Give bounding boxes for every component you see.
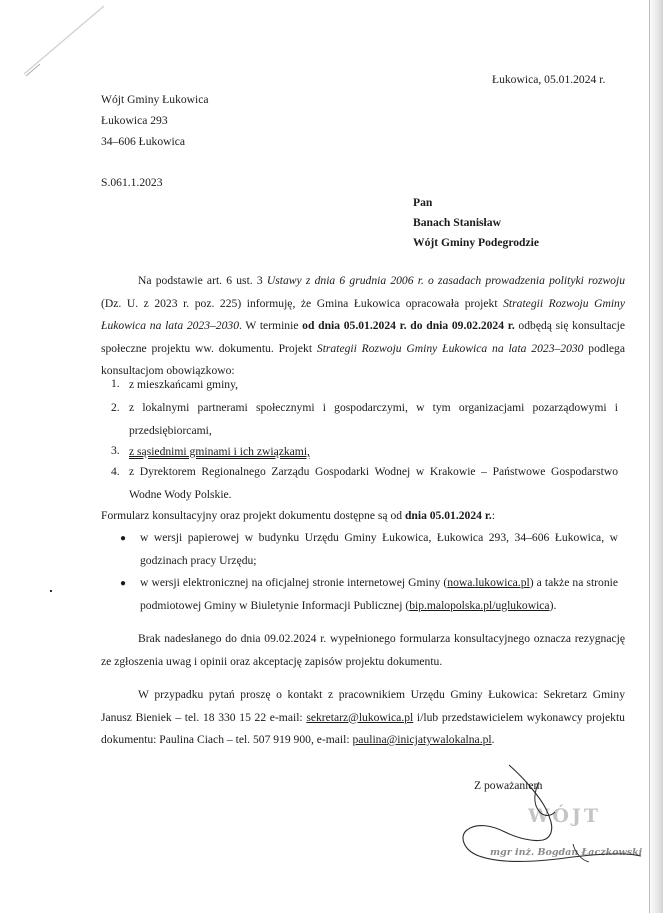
recipient-title: Wójt Gminy Podegrodzie bbox=[413, 236, 540, 249]
list-item-number: 3. bbox=[111, 444, 120, 457]
page-edge-shadow bbox=[649, 0, 663, 913]
sender-name: Wójt Gminy Łukowica bbox=[101, 93, 209, 106]
bullet-dot: ● bbox=[120, 578, 127, 589]
list-item-number: 1. bbox=[111, 377, 120, 390]
link-bip[interactable]: bip.malopolska.pl/uglukowica bbox=[409, 598, 550, 612]
corner-fold-mark bbox=[0, 0, 120, 80]
bullet-paper-version: w wersji papierowej w budynku Urzędu Gminy Łukowica, Łukowica 293, 34–606 Łukowica, w godzinach pracy Urzędu; bbox=[140, 531, 618, 567]
link-nowa-lukowica[interactable]: nowa.lukowica.pl bbox=[447, 576, 530, 589]
place-date: Łukowica, 05.01.2024 r. bbox=[492, 73, 606, 86]
bullet-electronic-version: w wersji elektronicznej na oficjalnej stronie internetowej Gminy (nowa.lukowica.pl) a także na stronie podmiotowej Gminy w Biuletynie Informacji Publicznej (bip.malopolska.pl/uglukowica). bbox=[140, 576, 618, 612]
list-item: z lokalnymi partnerami społecznymi i gospodarczymi, w tym organizacjami pozarządowymi i przedsiębiorcami, bbox=[129, 401, 618, 437]
list-item-number: 2. bbox=[111, 401, 120, 414]
list-item-number: 4. bbox=[111, 465, 120, 478]
handwritten-signature bbox=[455, 760, 655, 880]
page-edge-line bbox=[649, 0, 650, 913]
sender-postcode: 34–606 Łukowica bbox=[101, 135, 186, 148]
closing-phrase: Z poważaniem bbox=[474, 779, 543, 792]
list-item: z Dyrektorem Regionalnego Zarządu Gospodarki Wodnej w Krakowie – Państwowe Gospodarstwo Wodne Wody Polskie. bbox=[129, 465, 618, 501]
email-sekretarz[interactable]: sekretarz@lukowica.pl bbox=[306, 710, 414, 724]
email-paulina[interactable]: paulina@inicjatywalokalna.pl bbox=[352, 733, 492, 746]
intro-paragraph: Na podstawie art. 6 ust. 3 Ustawy z dnia 6 grudnia 2006 r. o zasadach prowadzenia polityki rozwoju (Dz. U. z 2023 r. poz. 225) informuję, że Gmina Łukowica opracowała projekt Strategii Rozwoju Gminy Łukowica na lata 2023–2030. W terminie od dnia 05.01.2024 r. do dnia 09.02.2024 r. odbędą się konsultacje społeczne projektu ww. dokumentu. Projekt Strategii Rozwoju Gminy Łukowica na lata 2023–2030 podlega konsultacjom obowiązkowo: bbox=[101, 274, 626, 377]
reference-number: S.061.1.2023 bbox=[101, 176, 163, 189]
list-item: z sąsiednimi gminami i ich związkami, bbox=[129, 445, 310, 458]
deadline-paragraph: Brak nadesłanego do dnia 09.02.2024 r. wypełnionego formularza konsultacyjnego oznacza rezygnację ze zgłoszenia uwag i opinii oraz akceptację zapisów projektu dokumentu. bbox=[101, 632, 625, 668]
stamp-name: mgr inż. Bogdan Łaczkowski bbox=[490, 847, 643, 858]
contact-paragraph: W przypadku pytań proszę o kontakt z pracownikiem Urzędu Gminy Łukowica: Sekretarz Gminy Janusz Bieniek – tel. 18 330 15 22 e-mail: sekretarz@lukowica.pl i/lub przedstawicielem wykonawcy projektu dokumentu: Paulina Ciach – tel. 507 919 900, e-mail: paulina@inicjatywalokalna.pl. bbox=[101, 688, 625, 746]
scan-speck bbox=[50, 590, 52, 592]
recipient-name: Banach Stanisław bbox=[413, 216, 501, 229]
stamp-title: WÓJT bbox=[528, 805, 602, 827]
bullet-dot: ● bbox=[120, 533, 127, 544]
recipient-salutation: Pan bbox=[413, 196, 433, 209]
form-availability-intro: Formularz konsultacyjny oraz projekt dokumentu dostępne są od dnia 05.01.2024 r.: bbox=[101, 509, 496, 522]
sender-address: Łukowica 293 bbox=[101, 114, 168, 127]
list-item: z mieszkańcami gminy, bbox=[129, 378, 239, 391]
